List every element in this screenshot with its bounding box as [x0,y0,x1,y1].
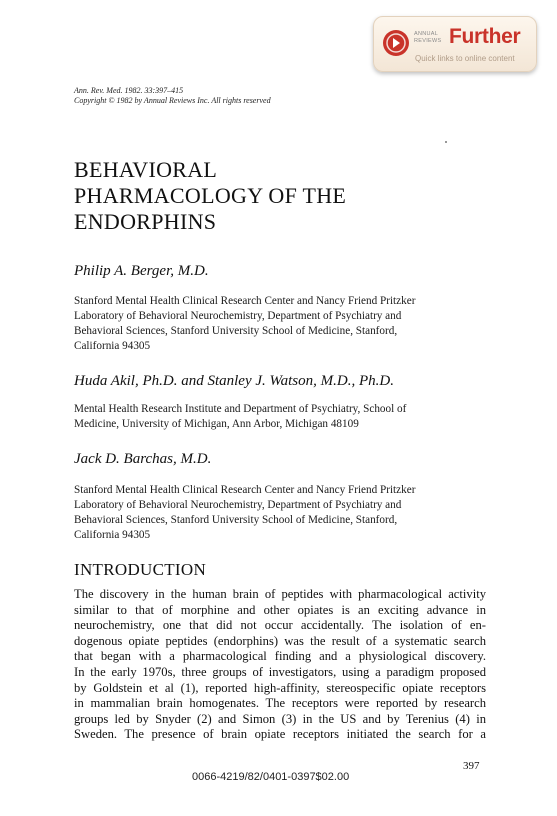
affiliation-line: California 94305 [74,529,151,541]
author-affiliation [74,294,494,354]
paragraph-line: The discovery in the human brain of peptides with pharmacological activity [74,587,486,601]
article-title [74,157,346,235]
title-line: ENDORPHINS [74,209,217,234]
affiliation-line: Stanford Mental Health Clinical Research Center and Nancy Friend Pritzker [74,484,416,496]
citation-line: Ann. Rev. Med. 1982. 33:397–415 [74,86,184,95]
affiliation-line: Medicine, University of Michigan, Ann Arbor, Michigan 48109 [74,418,359,430]
copyright-line: Copyright © 1982 by Annual Reviews Inc. All rights reserved [74,96,271,105]
author-affiliation [74,483,494,543]
affiliation-line: Behavioral Sciences, Stanford University School of Medicine, Stanford, [74,514,398,526]
paragraph-line: similar to that of morphine and other opiates is an exciting advance in [74,602,486,617]
paragraph-line: In the early 1970s, three groups of investigators, using a paradigm proposed [74,664,486,679]
affiliation-line: California 94305 [74,340,151,352]
badge-reviews-label: REVIEWS [414,38,442,44]
paragraph-line: groups led by Snyder (2) and Simon (3) in the US and by Terenius (4) in [74,711,486,726]
badge-further-label: Further [449,25,521,48]
article-code: 0066-4219/82/0401-0397$02.00 [192,771,350,783]
journal-citation [74,86,271,106]
author-affiliation [74,402,494,432]
badge-annual-label: ANNUAL [414,31,439,37]
title-line: BEHAVIORAL [74,157,218,182]
paragraph-line: neurochemistry, one that did not occur accidentally. The isolation of en- [74,618,486,633]
author-name: Jack D. Barchas, M.D. [74,451,212,467]
introduction-paragraph [74,587,486,743]
affiliation-line: Laboratory of Behavioral Neurochemistry, Department of Psychiatry and [74,499,402,511]
affiliation-line: Mental Health Research Institute and Department of Psychiatry, School of [74,403,407,415]
paragraph-line: Sweden. The presence of brain opiate receptors initiated the search for a [74,727,486,742]
arrow-right-icon [383,30,409,56]
paragraph-line: that began with a pharmacological finding and a physiological discovery. [74,649,486,664]
annual-reviews-wordmark [414,31,446,45]
badge-subtitle: Quick links to online content [415,54,515,63]
affiliation-line: Laboratory of Behavioral Neurochemistry, Department of Psychiatry and [74,310,402,322]
affiliation-line: Stanford Mental Health Clinical Research Center and Nancy Friend Pritzker [74,295,416,307]
paragraph-line: dogenous opiate peptides (endorphins) was the result of a systematic search [74,633,486,648]
stray-dot-mark [445,141,447,143]
page-number: 397 [463,760,480,772]
paragraph-line: in mammalian brain homogenates. The receptors were reported by research [74,696,486,711]
title-line: PHARMACOLOGY OF THE [74,183,347,208]
paragraph-line: by Goldstein et al (1), reported high-affinity, stereospecific opiate receptors [74,680,486,695]
author-name: Philip A. Berger, M.D. [74,263,209,279]
author-name: Huda Akil, Ph.D. and Stanley J. Watson, M.D., Ph.D. [74,373,394,389]
affiliation-line: Behavioral Sciences, Stanford University School of Medicine, Stanford, [74,325,398,337]
section-heading-introduction: INTRODUCTION [74,560,207,579]
annual-reviews-further-link[interactable] [373,16,537,72]
